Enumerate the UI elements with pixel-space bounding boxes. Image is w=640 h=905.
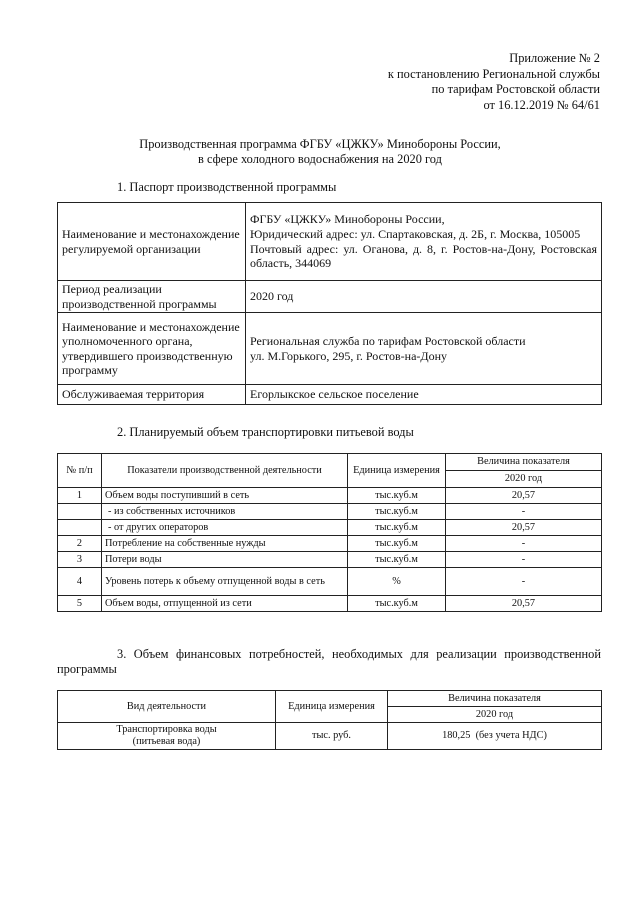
row-value: 20,57 <box>446 488 602 504</box>
table-row <box>58 504 602 520</box>
section-3-heading: 3. Объем финансовых потребностей, необходимых для реализации производственной программы <box>57 647 601 676</box>
row-num: 1 <box>58 488 102 504</box>
table-row <box>58 568 602 596</box>
authority-address: ул. М.Горького, 295, г. Ростов-на-Дону <box>250 348 447 363</box>
authority-info <box>246 313 602 385</box>
org-name: ФГБУ «ЦЖКУ» Минобороны России, <box>250 212 445 227</box>
header-num: № п/п <box>58 454 102 488</box>
row-unit: % <box>348 568 446 596</box>
title-line-1: Производственная программа ФГБУ «ЦЖКУ» Минобороны России, <box>139 137 501 151</box>
appendix-date: от 16.12.2019 № 64/61 <box>483 97 600 112</box>
header-year: 2020 год <box>446 471 602 488</box>
header-unit: Единица измерения <box>276 691 388 723</box>
title-line-2: в сфере холодного водоснабжения на 2020 год <box>198 152 442 166</box>
row-num: 3 <box>58 552 102 568</box>
row-num <box>58 520 102 536</box>
header-value: Величина показателя <box>388 691 602 707</box>
header-indicator: Показатели производственной деятельности <box>102 454 348 488</box>
table-row <box>58 596 602 612</box>
appendix-number: Приложение № 2 <box>509 51 600 65</box>
table-row <box>58 488 602 504</box>
row-num: 2 <box>58 536 102 552</box>
activity-line-2: (питьевая вода) <box>132 736 201 747</box>
table-row <box>58 536 602 552</box>
row-indicator: Объем воды, отпущенной из сети <box>102 596 348 612</box>
table-row <box>58 281 602 313</box>
row-unit: тыс.куб.м <box>348 536 446 552</box>
table-row <box>58 385 602 405</box>
row-value: 20,57 <box>446 520 602 536</box>
section-1-heading: 1. Паспорт производственной программы <box>117 180 337 194</box>
activity-line-1: Транспортировка воды <box>116 724 217 735</box>
appendix-ref: к постановлению Региональной службы <box>387 66 600 81</box>
row-value: - <box>446 552 602 568</box>
row-num: 4 <box>58 568 102 596</box>
org-label: Наименование и местонахождение регулируемой организации <box>58 203 246 281</box>
row-indicator: Объем воды поступивший в сеть <box>102 488 348 504</box>
row-indicator: - от других операторов <box>102 520 348 536</box>
appendix-ref-org: по тарифам Ростовской области <box>431 82 600 96</box>
row-indicator: - из собственных источников <box>102 504 348 520</box>
header-year: 2020 год <box>388 707 602 723</box>
row-unit: тыс.куб.м <box>348 504 446 520</box>
row-indicator: Потери воды <box>102 552 348 568</box>
row-unit: тыс. руб. <box>276 723 388 750</box>
row-value: 180,25 (без учета НДС) <box>388 723 602 750</box>
row-unit: тыс.куб.м <box>348 552 446 568</box>
territory-label: Обслуживаемая территория <box>58 385 246 405</box>
passport-table <box>57 202 602 405</box>
row-value: - <box>446 568 602 596</box>
row-activity <box>58 723 276 750</box>
table-header-row <box>58 454 602 471</box>
row-value: - <box>446 504 602 520</box>
org-postal-address: Почтовый адрес: ул. Оганова, д. 8, г. Ростов-на-Дону, Ростовская область, 344069 <box>250 241 597 271</box>
financial-needs-table <box>57 690 602 750</box>
row-indicator: Уровень потерь к объему отпущенной воды в сеть <box>102 568 348 596</box>
header-activity: Вид деятельности <box>58 691 276 723</box>
period-value: 2020 год <box>246 281 602 313</box>
appendix-header <box>388 51 600 113</box>
table-row <box>58 723 602 750</box>
table-header-row <box>58 691 602 707</box>
header-value: Величина показателя <box>446 454 602 471</box>
row-unit: тыс.куб.м <box>348 596 446 612</box>
row-unit: тыс.куб.м <box>348 488 446 504</box>
row-indicator: Потребление на собственные нужды <box>102 536 348 552</box>
document-title <box>0 137 640 167</box>
section-2-heading: 2. Планируемый объем транспортировки питьевой воды <box>117 425 414 439</box>
transport-volume-table <box>57 453 602 612</box>
authority-label: Наименование и местонахождение уполномоченного органа, утвердившего производственную программу <box>58 313 246 385</box>
row-value: - <box>446 536 602 552</box>
org-info <box>246 203 602 281</box>
period-label: Период реализации производственной программы <box>58 281 246 313</box>
row-value: 20,57 <box>446 596 602 612</box>
row-num <box>58 504 102 520</box>
territory-value: Егорлыкское сельское поселение <box>246 385 602 405</box>
table-row <box>58 313 602 385</box>
org-legal-address: Юридический адрес: ул. Спартаковская, д. 2Б, г. Москва, 105005 <box>250 226 581 241</box>
row-unit: тыс.куб.м <box>348 520 446 536</box>
table-row <box>58 552 602 568</box>
row-num: 5 <box>58 596 102 612</box>
table-row <box>58 520 602 536</box>
header-unit: Единица измерения <box>348 454 446 488</box>
table-row <box>58 203 602 281</box>
authority-name: Региональная служба по тарифам Ростовской области <box>250 334 526 349</box>
